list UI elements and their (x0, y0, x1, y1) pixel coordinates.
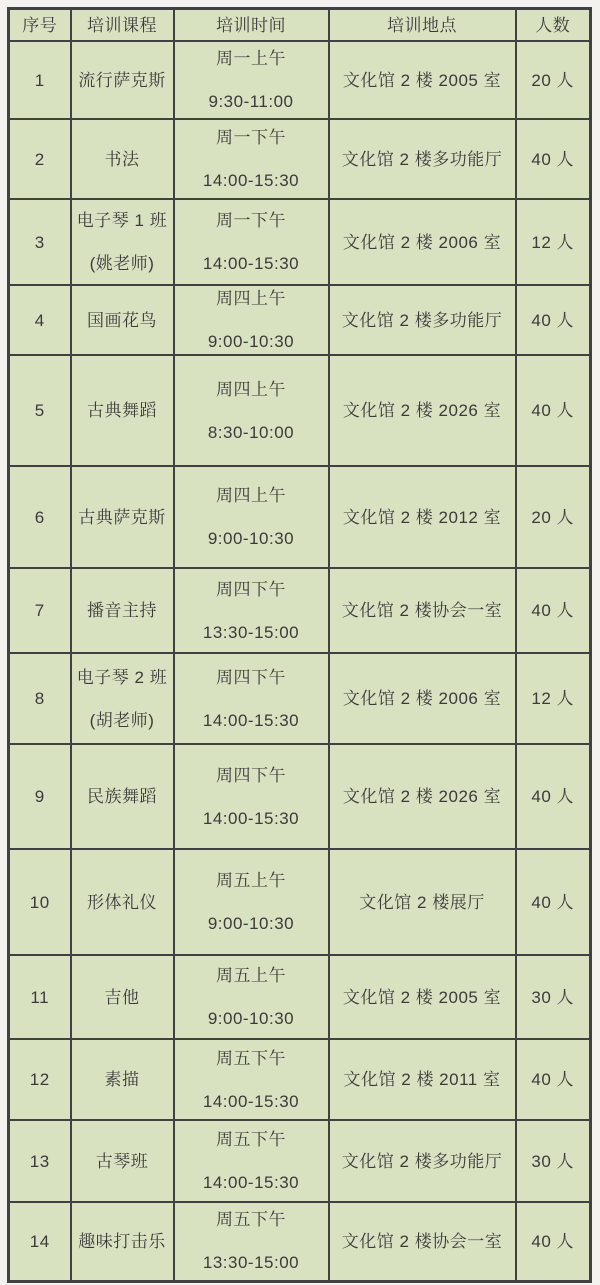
table-row (9, 285, 591, 355)
course-line1: 流行萨克斯 (78, 70, 166, 90)
cell-no: 13 (9, 1120, 71, 1202)
cell-location: 文化馆 2 楼 2006 室 (329, 199, 516, 285)
cell-count: 40 人 (516, 285, 591, 355)
time-day: 周四下午 (216, 667, 286, 687)
time-day: 周一上午 (216, 49, 286, 68)
time-day: 周一下午 (216, 128, 286, 147)
cell-count: 30 人 (516, 1120, 591, 1202)
cell-no: 9 (9, 744, 71, 849)
time-day: 周五下午 (216, 1130, 286, 1149)
course-line1: 趣味打击乐 (78, 1231, 166, 1251)
header-row (9, 9, 591, 42)
cell-course (71, 1202, 174, 1281)
cell-location: 文化馆 2 楼协会一室 (329, 568, 516, 653)
cell-location: 文化馆 2 楼展厅 (329, 849, 516, 955)
header-count: 人数 (516, 9, 591, 42)
cell-no: 7 (9, 568, 71, 653)
cell-course (71, 955, 174, 1039)
time-range: 9:00-10:30 (207, 332, 295, 351)
table-row (9, 1202, 591, 1281)
course-line1: 古典舞蹈 (87, 401, 157, 420)
cell-time (174, 119, 329, 199)
time-range: 13:30-15:00 (202, 1253, 300, 1273)
cell-count: 40 人 (516, 1039, 591, 1120)
cell-course (71, 466, 174, 568)
cell-course (71, 653, 174, 744)
cell-time (174, 955, 329, 1039)
cell-location: 文化馆 2 楼 2026 室 (329, 744, 516, 849)
cell-course (71, 568, 174, 653)
table-row (9, 653, 591, 744)
cell-time (174, 1120, 329, 1202)
table-row (9, 199, 591, 285)
time-day: 周五上午 (216, 966, 286, 985)
cell-time (174, 653, 329, 744)
time-day: 周四下午 (216, 579, 286, 599)
time-day: 周四上午 (216, 486, 286, 505)
cell-time (174, 568, 329, 653)
time-day: 周一下午 (216, 211, 286, 230)
cell-no: 2 (9, 119, 71, 199)
course-line2: (胡老师) (89, 710, 155, 730)
cell-no: 4 (9, 285, 71, 355)
cell-course (71, 744, 174, 849)
cell-no: 14 (9, 1202, 71, 1281)
cell-time (174, 466, 329, 568)
cell-count: 40 人 (516, 849, 591, 955)
cell-time (174, 285, 329, 355)
time-day: 周四下午 (216, 765, 286, 785)
time-range: 9:30-11:00 (208, 92, 294, 111)
cell-time (174, 744, 329, 849)
course-line2: (姚老师) (89, 254, 155, 273)
table-row (9, 568, 591, 653)
course-line1: 吉他 (104, 987, 140, 1007)
course-line1: 古典萨克斯 (78, 507, 166, 527)
cell-no: 10 (9, 849, 71, 955)
time-range: 9:00-10:30 (207, 1009, 295, 1028)
cell-no: 8 (9, 653, 71, 744)
cell-count: 40 人 (516, 1202, 591, 1281)
table-row (9, 1120, 591, 1202)
cell-location: 文化馆 2 楼 2026 室 (329, 355, 516, 466)
cell-time (174, 199, 329, 285)
course-line1: 古琴班 (95, 1151, 149, 1171)
cell-no: 1 (9, 41, 71, 119)
course-line1: 书法 (104, 149, 140, 169)
cell-location: 文化馆 2 楼多功能厅 (329, 1120, 516, 1202)
course-line1: 电子琴 1 班 (76, 211, 168, 230)
course-line1: 播音主持 (87, 601, 157, 620)
table-row (9, 466, 591, 568)
cell-count: 12 人 (516, 199, 591, 285)
cell-location: 文化馆 2 楼多功能厅 (329, 119, 516, 199)
cell-time (174, 1039, 329, 1120)
cell-location: 文化馆 2 楼 2005 室 (329, 41, 516, 119)
cell-no: 3 (9, 199, 71, 285)
time-day: 周五上午 (216, 871, 286, 890)
course-line1: 电子琴 2 班 (76, 667, 168, 687)
cell-time (174, 849, 329, 955)
cell-time (174, 1202, 329, 1281)
time-range: 9:00-10:30 (207, 914, 295, 933)
time-range: 8:30-10:00 (207, 422, 295, 442)
cell-count: 40 人 (516, 355, 591, 466)
cell-no: 6 (9, 466, 71, 568)
table-row (9, 955, 591, 1039)
cell-course (71, 41, 174, 119)
cell-count: 30 人 (516, 955, 591, 1039)
cell-course (71, 285, 174, 355)
course-line1: 国画花鸟 (87, 310, 157, 330)
time-range: 14:00-15:30 (202, 254, 300, 273)
header-time: 培训时间 (174, 9, 329, 42)
time-range: 14:00-15:30 (202, 710, 300, 730)
time-range: 14:00-15:30 (202, 1173, 300, 1192)
cell-count: 40 人 (516, 744, 591, 849)
time-day: 周五下午 (216, 1210, 286, 1230)
table-row (9, 1039, 591, 1120)
cell-location: 文化馆 2 楼协会一室 (329, 1202, 516, 1281)
table-row (9, 41, 591, 119)
cell-time (174, 41, 329, 119)
cell-count: 12 人 (516, 653, 591, 744)
course-line1: 民族舞蹈 (87, 787, 157, 806)
time-day: 周四上午 (216, 379, 286, 399)
cell-location: 文化馆 2 楼 2012 室 (329, 466, 516, 568)
cell-count: 40 人 (516, 568, 591, 653)
cell-course (71, 1120, 174, 1202)
course-line1: 素描 (104, 1070, 140, 1089)
table-row (9, 744, 591, 849)
cell-course (71, 355, 174, 466)
cell-time (174, 355, 329, 466)
table-row (9, 849, 591, 955)
cell-location: 文化馆 2 楼 2006 室 (329, 653, 516, 744)
table-row (9, 119, 591, 199)
time-range: 14:00-15:30 (202, 171, 300, 190)
cell-location: 文化馆 2 楼 2005 室 (329, 955, 516, 1039)
header-location: 培训地点 (329, 9, 516, 42)
cell-no: 12 (9, 1039, 71, 1120)
cell-course (71, 199, 174, 285)
header-no: 序号 (9, 9, 71, 42)
cell-no: 11 (9, 955, 71, 1039)
cell-count: 40 人 (516, 119, 591, 199)
time-day: 周四上午 (216, 289, 286, 308)
cell-location: 文化馆 2 楼多功能厅 (329, 285, 516, 355)
course-line1: 形体礼仪 (87, 892, 157, 912)
time-range: 14:00-15:30 (202, 808, 300, 828)
time-range: 9:00-10:30 (207, 529, 295, 548)
time-day: 周五下午 (216, 1048, 286, 1068)
training-schedule-table (7, 7, 592, 1283)
cell-count: 20 人 (516, 466, 591, 568)
time-range: 14:00-15:30 (202, 1091, 300, 1111)
time-range: 13:30-15:00 (202, 622, 300, 642)
cell-course (71, 849, 174, 955)
cell-course (71, 1039, 174, 1120)
header-course: 培训课程 (71, 9, 174, 42)
cell-course (71, 119, 174, 199)
cell-count: 20 人 (516, 41, 591, 119)
cell-location: 文化馆 2 楼 2011 室 (329, 1039, 516, 1120)
table-row (9, 355, 591, 466)
cell-no: 5 (9, 355, 71, 466)
